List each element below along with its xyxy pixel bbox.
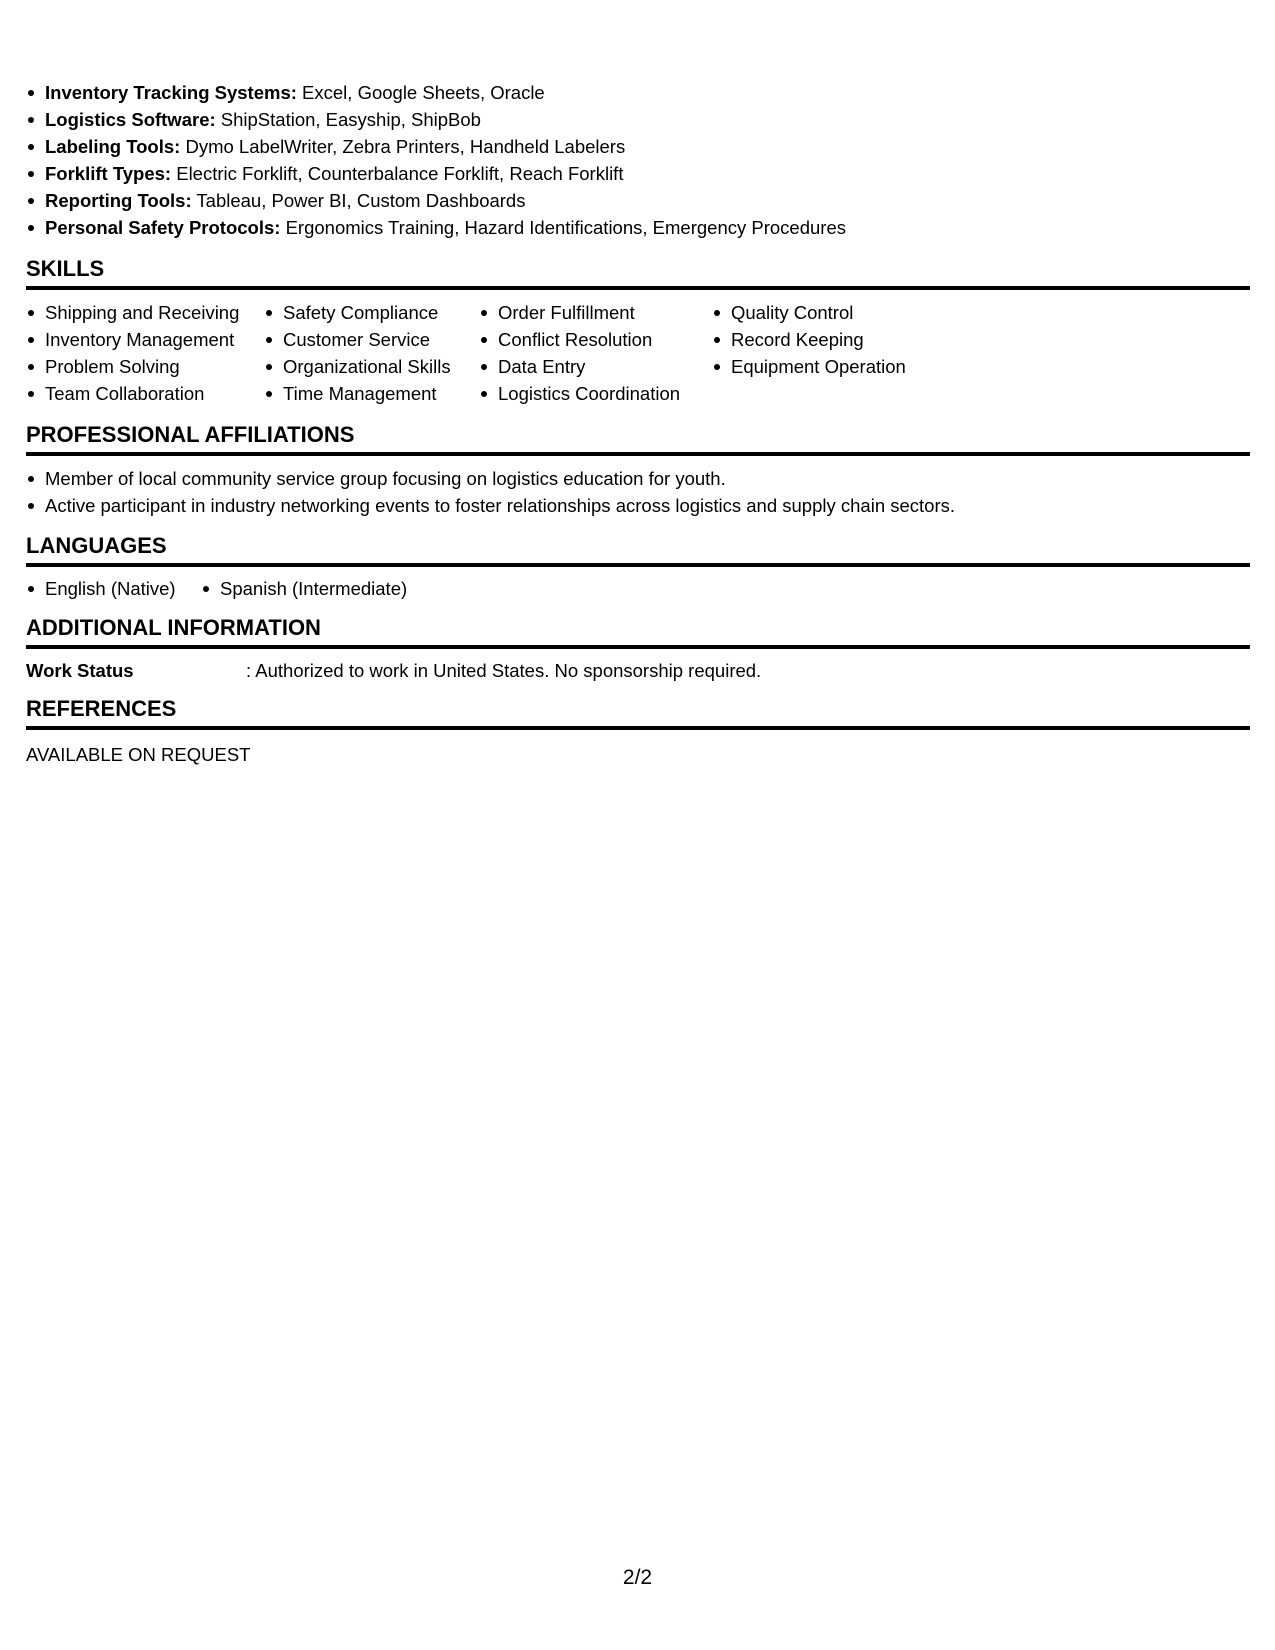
skill-item: Shipping and Receiving xyxy=(26,299,239,326)
skills-column-2 xyxy=(264,299,451,407)
list-item xyxy=(26,214,846,241)
tool-key: Reporting Tools: xyxy=(45,190,192,211)
skill-item: Conflict Resolution xyxy=(479,326,680,353)
skill-item: Record Keeping xyxy=(712,326,906,353)
skill-item: Order Fulfillment xyxy=(479,299,680,326)
skill-item: Team Collaboration xyxy=(26,380,239,407)
tools-list xyxy=(26,79,846,241)
tool-key: Personal Safety Protocols: xyxy=(45,217,281,238)
affiliations-list xyxy=(26,465,955,519)
list-item xyxy=(26,160,846,187)
skill-item: Inventory Management xyxy=(26,326,239,353)
list-item xyxy=(26,133,846,160)
skill-item: Data Entry xyxy=(479,353,680,380)
page-number: 2/2 xyxy=(622,1566,653,1589)
work-status-row xyxy=(26,657,1250,684)
references-text: AVAILABLE ON REQUEST xyxy=(26,744,251,765)
tool-key: Inventory Tracking Systems: xyxy=(45,82,297,103)
tool-value: ShipStation, Easyship, ShipBob xyxy=(215,109,481,130)
skills-column-3 xyxy=(479,299,680,407)
skill-item: Customer Service xyxy=(264,326,451,353)
skill-item: Problem Solving xyxy=(26,353,239,380)
language-item: English (Native) xyxy=(26,575,176,602)
list-item xyxy=(26,79,846,106)
languages-heading: LANGUAGES xyxy=(26,531,1250,567)
work-status-label: Work Status xyxy=(26,660,134,681)
list-item: Member of local community service group focusing on logistics education for youth. xyxy=(26,465,955,492)
tool-value: Electric Forklift, Counterbalance Forklift, Reach Forklift xyxy=(171,163,624,184)
skill-item: Organizational Skills xyxy=(264,353,451,380)
skills-column-1 xyxy=(26,299,239,407)
tool-value: Ergonomics Training, Hazard Identifications, Emergency Procedures xyxy=(280,217,846,238)
tool-key: Labeling Tools: xyxy=(45,136,181,157)
list-item xyxy=(26,106,846,133)
tool-value: Excel, Google Sheets, Oracle xyxy=(296,82,545,103)
skills-heading: SKILLS xyxy=(26,254,1250,290)
language-item: Spanish (Intermediate) xyxy=(201,575,407,602)
tool-key: Logistics Software: xyxy=(45,109,216,130)
skills-column-4 xyxy=(712,299,906,380)
skill-item: Equipment Operation xyxy=(712,353,906,380)
additional-info-heading: ADDITIONAL INFORMATION xyxy=(26,613,1250,649)
tool-value: Tableau, Power BI, Custom Dashboards xyxy=(191,190,526,211)
skill-item: Logistics Coordination xyxy=(479,380,680,407)
list-item xyxy=(26,187,846,214)
tool-value: Dymo LabelWriter, Zebra Printers, Handheld Labelers xyxy=(180,136,626,157)
skill-item: Time Management xyxy=(264,380,451,407)
references-heading: REFERENCES xyxy=(26,694,1250,730)
affiliations-heading: PROFESSIONAL AFFILIATIONS xyxy=(26,420,1250,456)
list-item: Active participant in industry networking events to foster relationships across logistics and supply chain sectors. xyxy=(26,492,955,519)
work-status-value: : Authorized to work in United States. No sponsorship required. xyxy=(246,660,762,681)
skill-item: Safety Compliance xyxy=(264,299,451,326)
tool-key: Forklift Types: xyxy=(45,163,172,184)
skill-item: Quality Control xyxy=(712,299,906,326)
